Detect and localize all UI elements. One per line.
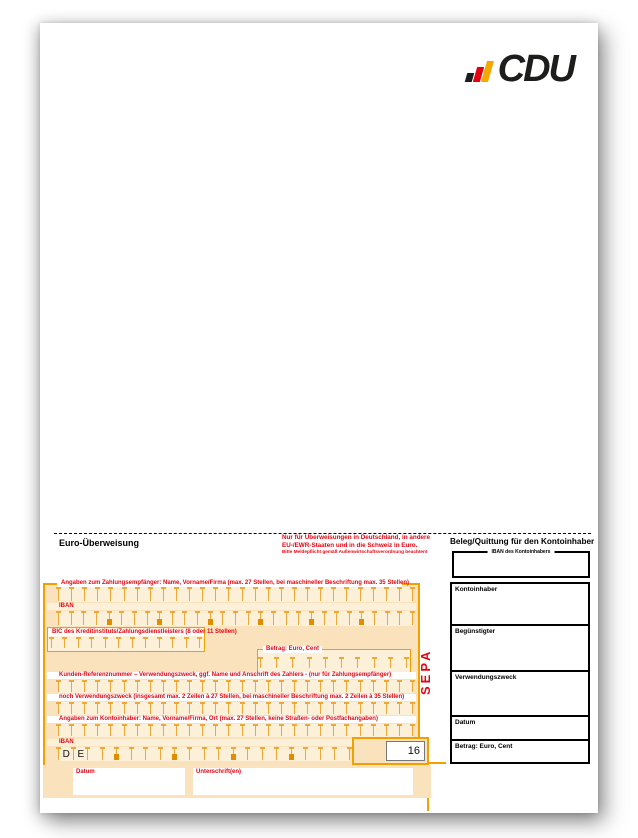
signature-field[interactable] xyxy=(193,768,413,795)
receipt-row-beguenstigter[interactable] xyxy=(452,624,588,670)
date-label: Datum xyxy=(76,769,95,775)
receipt-row-label: Verwendungszweck xyxy=(455,674,517,681)
account-holder-comb-field[interactable] xyxy=(59,724,413,737)
holder-iban-comb-field[interactable]: D E xyxy=(59,747,350,761)
bic-section xyxy=(47,627,237,652)
cdu-logo-text: CDU xyxy=(497,48,574,90)
print-registration-mark-vertical xyxy=(427,798,429,811)
receipt-row-kontoinhaber[interactable] xyxy=(452,584,588,624)
receipt-table xyxy=(450,582,590,764)
transfer-form xyxy=(43,580,420,767)
notice-line2: EU-/EWR-Staaten und in die Schweiz in Euro. xyxy=(282,541,418,549)
account-holder-label: Angaben zum Kontoinhaber: Name, Vorname/Firma, Ort (max. 27 Stellen, keine Straßen- oder Postfachangaben) xyxy=(47,716,416,723)
cdu-logo-bars-icon xyxy=(466,61,493,82)
reference-comb-field[interactable] xyxy=(59,680,413,693)
bic-comb-field[interactable] xyxy=(52,637,200,649)
purpose2-label: noch Verwendungszweck (insgesamt max. 2 Zeilen à 27 Stellen, bei maschineller Beschriftung max. 2 Zeilen à 35 Stellen) xyxy=(47,694,416,701)
receipt-row-verwendungszweck[interactable] xyxy=(452,670,588,715)
receipt-row-datum[interactable] xyxy=(452,715,588,739)
recipient-comb-field[interactable] xyxy=(59,587,413,602)
purpose2-comb-field[interactable] xyxy=(59,702,413,715)
amount-comb-field[interactable] xyxy=(261,657,407,669)
check-digit-value: 16 xyxy=(386,741,425,761)
receipt-iban-field[interactable] xyxy=(452,551,590,578)
sepa-badge: SEPA xyxy=(418,648,433,695)
reference-label: Kunden-Referenznummer – Verwendungszweck, ggf. Name und Anschrift des Zahlers - (nur für Zahlungsempfänger) xyxy=(47,672,416,679)
check-digit-box xyxy=(352,737,429,765)
receipt-row-label: Kontoinhaber xyxy=(455,586,498,593)
amount-label: Betrag: Euro, Cent xyxy=(263,646,322,653)
cdu-logo xyxy=(466,48,574,90)
iban-comb-field[interactable] xyxy=(59,611,413,626)
receipt-title: Beleg/Quittung für den Kontoinhaber xyxy=(450,537,595,546)
notice-line1: Nur für Überweisungen in Deutschland, in andere xyxy=(282,534,430,541)
date-field[interactable] xyxy=(73,768,185,795)
bic-label: BIC des Kreditinstituts/Zahlungsdienstleisters (8 oder 11 Stellen) xyxy=(48,629,204,636)
amount-section xyxy=(257,646,411,673)
recipient-label: Angaben zum Zahlungsempfänger: Name, Vorname/Firma (max. 27 Stellen, bei maschineller Beschriftung max. 35 Stellen) xyxy=(57,580,402,587)
transfer-notice xyxy=(282,534,457,555)
receipt-row-label: Datum xyxy=(455,719,476,726)
paper-sheet xyxy=(40,23,598,813)
receipt-iban-label: IBAN des Kontoinhabers xyxy=(488,549,555,555)
receipt-row-betrag[interactable] xyxy=(452,739,588,762)
signature-label: Unterschrift(en) xyxy=(196,769,242,775)
notice-line3: Bitte Meldepflicht gemäß Außenwirtschaftsverordnung beachten! xyxy=(282,549,428,555)
signature-band xyxy=(43,765,431,798)
holder-iban-label: IBAN xyxy=(47,739,416,746)
receipt-row-label: Betrag: Euro, Cent xyxy=(455,743,513,750)
receipt-row-label: Begünstigter xyxy=(455,628,496,635)
iban-label: IBAN xyxy=(47,603,416,610)
form-title: Euro-Überweisung xyxy=(59,538,140,548)
